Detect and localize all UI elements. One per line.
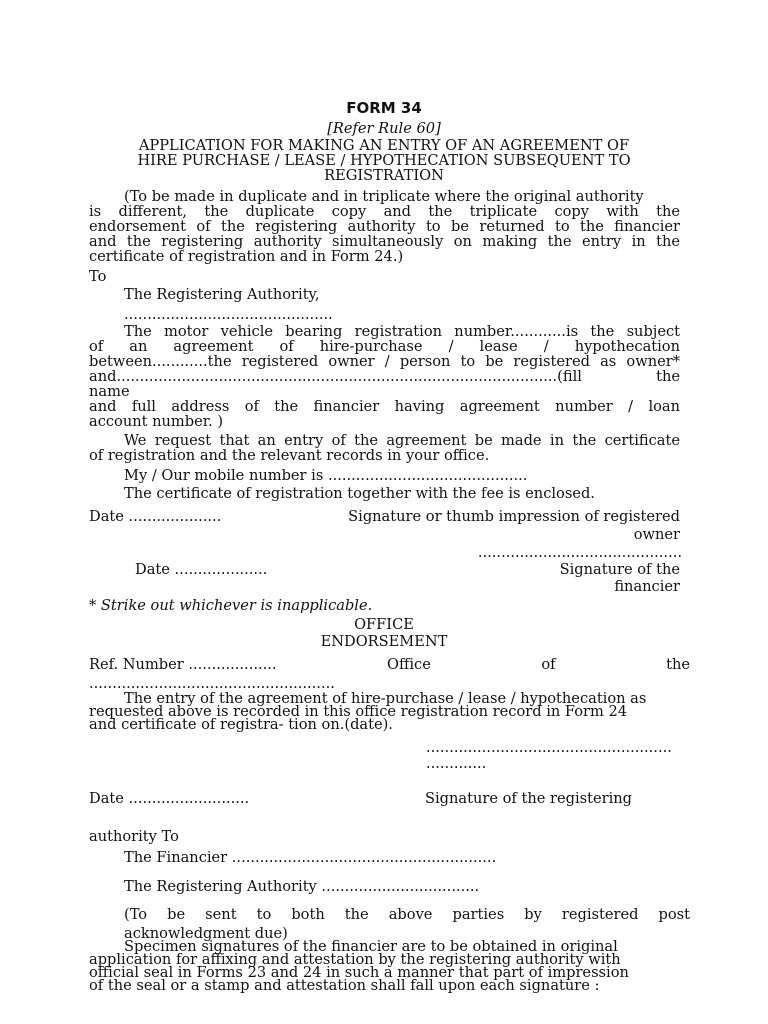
sent-note-line-2: acknowledgment due)	[124, 925, 288, 942]
body-line-7: account number. )	[89, 413, 224, 430]
address-dots: .............................................	[124, 306, 333, 323]
request-line-2: of registration and the relevant records in your office.	[89, 447, 490, 464]
intro-line-1: (To be made in duplicate and in triplicate where the original authority	[124, 188, 644, 205]
financier-date: Date ....................	[135, 561, 268, 578]
owner-date: Date ....................	[89, 508, 222, 525]
request-line-1: We request that an entry of the agreement be made in the certificate	[124, 432, 680, 449]
rule-reference: [Refer Rule 60]	[327, 120, 441, 137]
the-word: the	[666, 656, 690, 673]
body-line-2: of an agreement of hire-purchase / lease / hypothecation	[89, 338, 680, 355]
strike-out-note: * Strike out whichever is inapplicable.	[89, 597, 373, 614]
heading-line-1: APPLICATION FOR MAKING AN ENTRY OF AN AGREEMENT OF	[138, 137, 630, 154]
intro-line-2: is different, the duplicate copy and the triplicate copy with the	[89, 203, 680, 220]
intro-line-3: endorsement of the registering authority to be returned to the financier	[89, 218, 680, 235]
heading-line-3: REGISTRATION	[324, 167, 444, 184]
office-title-line-2: ENDORSEMENT	[320, 633, 448, 650]
financier-signature-label-2: financier	[614, 578, 680, 595]
to-registering-authority: The Registering Authority ..................................	[124, 878, 480, 895]
of-word: of	[541, 656, 556, 673]
authority-to: authority To	[89, 828, 179, 845]
specimen-line-1: Specimen signatures of the financier are to be obtained in original	[124, 938, 618, 955]
specimen-line-2: application for affixing and attestation by the registering authority with	[89, 951, 621, 968]
registering-signature-dots-2: .............	[426, 755, 487, 772]
entry-line-3: and certificate of registra- tion on.(date).	[89, 716, 393, 733]
sent-note-line-1: (To be sent to both the above parties by registered post	[124, 906, 690, 923]
owner-signature-label: Signature or thumb impression of registered	[348, 508, 680, 525]
body-line-6: and full address of the financier having agreement number / loan	[89, 398, 680, 415]
office-title-line-1: OFFICE	[354, 616, 414, 633]
mobile-number-line: My / Our mobile number is ...........................................	[124, 467, 528, 484]
body-line-4: and...............................................................................................(fill the	[89, 368, 680, 385]
to-label: To	[89, 268, 107, 285]
office-word: Office	[387, 656, 431, 673]
registering-authority-address: The Registering Authority,	[124, 286, 320, 303]
intro-line-5: certificate of registration and in Form 24.)	[89, 248, 404, 265]
registering-signature-label: Signature of the registering	[425, 790, 632, 807]
body-line-5: name	[89, 383, 130, 400]
body-line-3: between............the registered owner / person to be registered as owner*	[89, 353, 680, 370]
body-line-1: The motor vehicle bearing registration number............is the subject	[124, 323, 680, 340]
ref-number-row	[89, 656, 690, 673]
intro-line-4: and the registering authority simultaneously on making the entry in the	[89, 233, 680, 250]
ref-dots: .....................................................	[89, 675, 335, 692]
registering-signature-dots-1: .....................................................	[426, 739, 672, 756]
specimen-line-3: official seal in Forms 23 and 24 in such a manner that part of impression	[89, 964, 629, 981]
entry-line-2: requested above is recorded in this office registration record in Form 24	[89, 703, 628, 720]
financier-signature-label: Signature of the	[559, 561, 680, 578]
entry-line-1: The entry of the agreement of hire-purchase / lease / hypothecation as	[124, 690, 647, 707]
form-title: FORM 34	[346, 99, 422, 117]
fee-enclosed-line: The certificate of registration together with the fee is enclosed.	[124, 485, 595, 502]
endorsement-date: Date ..........................	[89, 790, 250, 807]
heading-line-2: HIRE PURCHASE / LEASE / HYPOTHECATION SUBSEQUENT TO	[137, 152, 631, 169]
to-financier: The Financier .........................................................	[124, 849, 497, 866]
owner-signature-dots: ............................................	[477, 544, 682, 561]
specimen-line-4: of the seal or a stamp and attestation shall fall upon each signature :	[89, 977, 600, 994]
owner-signature-label-2: owner	[633, 526, 680, 543]
ref-number: Ref. Number ...................	[89, 656, 277, 673]
